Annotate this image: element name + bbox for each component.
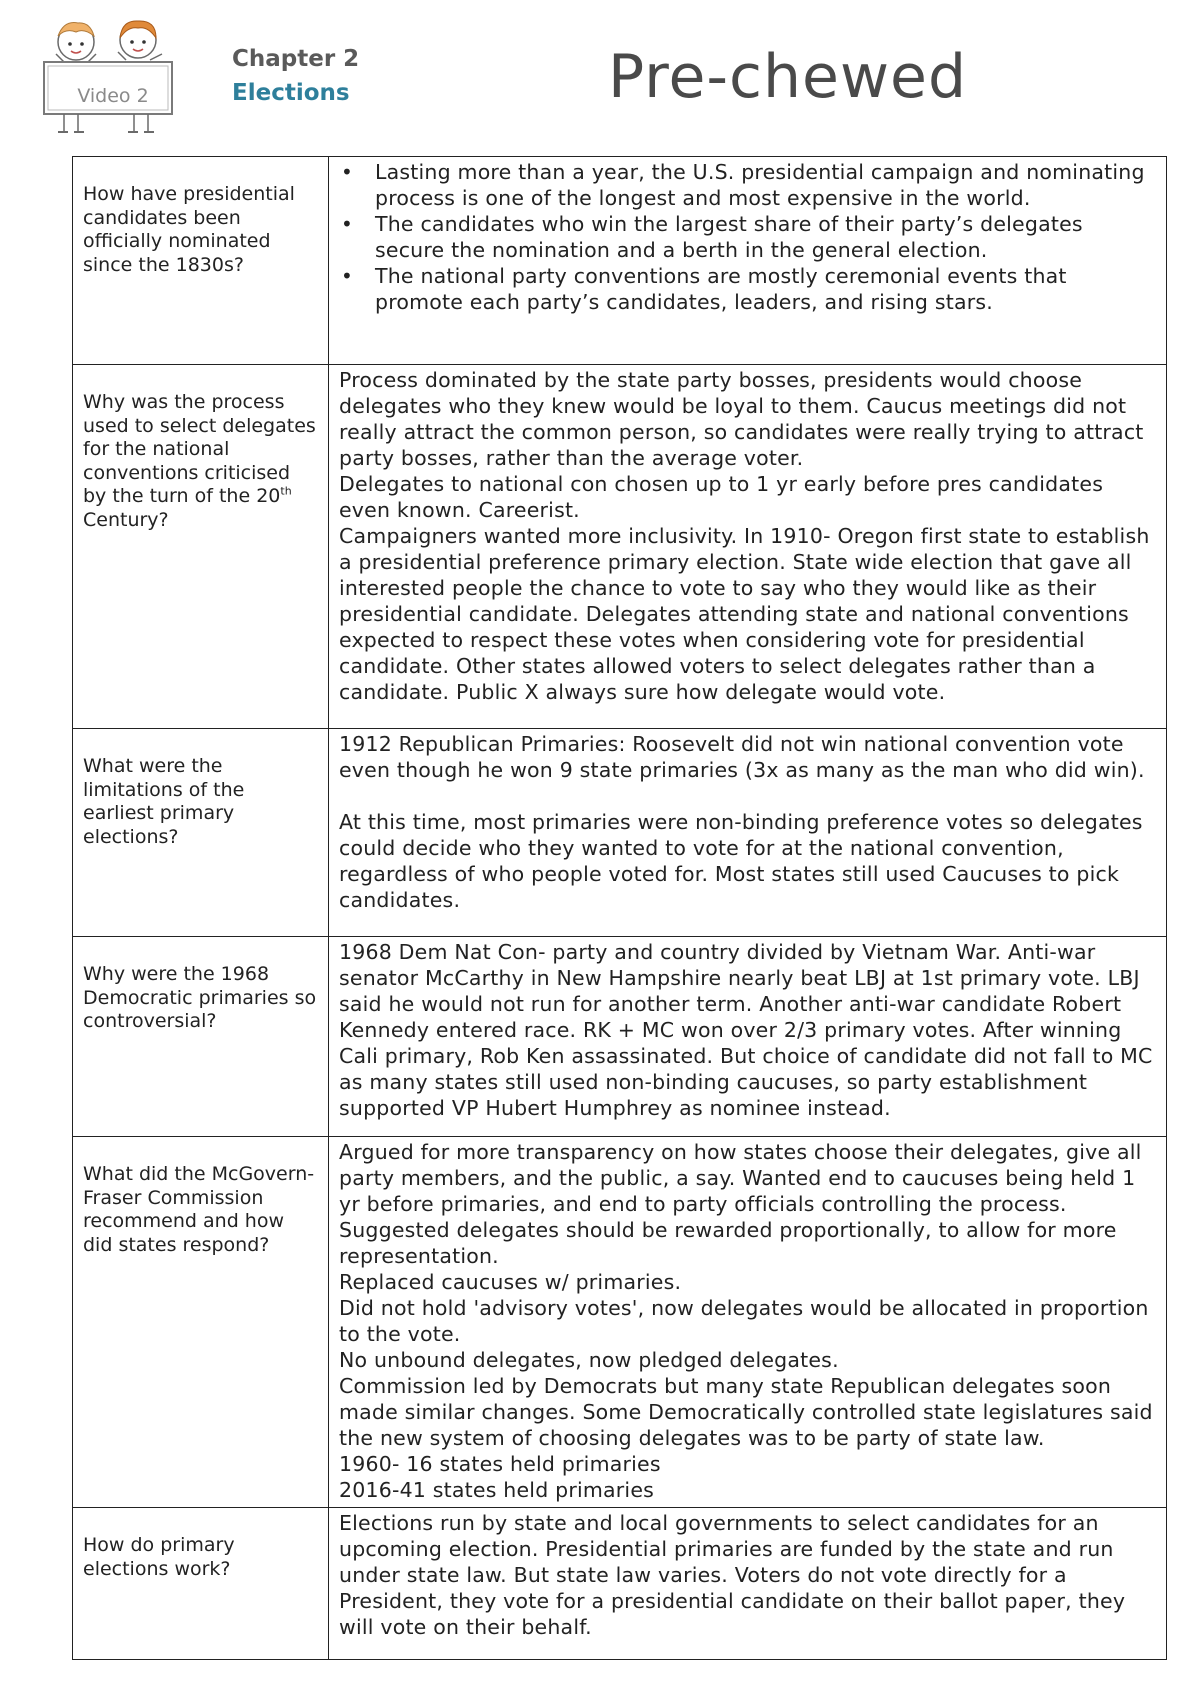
answer-paragraph: Process dominated by the state party bosses, presidents would choose delegates who they knew would be loyal to them. Caucus meetings did not really attract the common person, so candidates were really trying to attract party bosses, rather than the average voter. (339, 368, 1144, 470)
kids-holding-sign-illustration (38, 14, 198, 144)
question-text: What were the limitations of the earliest primary elections? (83, 755, 245, 848)
question-cell (73, 1508, 329, 1660)
answer-cell (329, 1508, 1167, 1660)
answer-paragraph: 1960- 16 states held primaries (339, 1452, 661, 1476)
ordinal-superscript: th (280, 484, 292, 498)
answer-paragraph: Delegates to national con chosen up to 1 yr early before pres candidates even known. Careerist. (339, 472, 1104, 522)
question-text: Why was the process used to select delegates for the national conventions criticised by the turn of the 20 (83, 391, 316, 507)
answer-cell (329, 157, 1167, 365)
answer-paragraph: Argued for more transparency on how states choose their delegates, give all party members, and the public, a say. Wanted end to caucuses being held 1 yr before primaries, and end to party officials controlling the process. Suggested delegates should be rewarded proportionally, to allow for more representation. (339, 1140, 1142, 1268)
answer-paragraph: 1912 Republican Primaries: Roosevelt did not win national convention vote even though he won 9 state primaries (3x as many as the man who did win). (339, 732, 1145, 782)
bullet-list (339, 159, 1156, 315)
question-text: Why were the 1968 Democratic primaries so controversial? (83, 963, 317, 1032)
question-cell (73, 937, 329, 1137)
question-text: What did the McGovern-Fraser Commission recommend and how did states respond? (83, 1163, 315, 1256)
answer-cell (329, 365, 1167, 729)
page-title: Pre-chewed (608, 42, 968, 112)
answer-paragraph: At this time, most primaries were non-binding preference votes so delegates could decide who they wanted to vote for at the national convention, regardless of who people voted for. Most states still used Caucuses to pick candidates. (339, 810, 1143, 912)
answer-paragraph: No unbound delegates, now pledged delegates. (339, 1348, 839, 1372)
answer-paragraph: Commission led by Democrats but many state Republican delegates soon made similar changes. Some Democratically controlled state legislatures said the new system of choosing delegates was to be party of state law. (339, 1374, 1153, 1450)
answer-cell (329, 1137, 1167, 1508)
answer-cell (329, 729, 1167, 937)
answer-paragraph: Replaced caucuses w/ primaries. (339, 1270, 682, 1294)
page-header (0, 0, 1200, 150)
logo-video-label: Video 2 (77, 85, 149, 107)
question-cell (73, 1137, 329, 1508)
table-row (73, 1137, 1167, 1508)
table-row (73, 365, 1167, 729)
question-cell (73, 729, 329, 937)
table-row (73, 157, 1167, 365)
question-cell (73, 365, 329, 729)
table-row (73, 937, 1167, 1137)
chapter-heading: Chapter 2 (232, 46, 360, 72)
cartoon-kids-sign-logo (38, 14, 198, 144)
bullet-item: • The candidates who win the largest share of their party’s delegates secure the nomination and a berth in the general election. (375, 211, 1156, 263)
question-cell (73, 157, 329, 365)
question-text: How have presidential candidates been officially nominated since the 1830s? (83, 183, 295, 276)
answer-cell (329, 937, 1167, 1137)
answer-paragraph: Elections run by state and local governments to select candidates for an upcoming election. Presidential primaries are funded by the state and run under state law. But state law varies. Voters do not vote directly for a President, they vote for a presidential candidate on their ballot paper, they will vote on their behalf. (339, 1511, 1126, 1639)
table-row (73, 729, 1167, 937)
question-text-end: Century? (83, 508, 169, 531)
bullet-item: • Lasting more than a year, the U.S. presidential campaign and nominating process is one of the longest and most expensive in the world. (375, 159, 1156, 211)
notes-table (72, 156, 1167, 1660)
answer-paragraph: 1968 Dem Nat Con- party and country divided by Vietnam War. Anti-war senator McCarthy in New Hampshire nearly beat LBJ at 1st primary vote. LBJ said he would not run for another term. Another anti-war candidate Robert Kennedy entered race. RK + MC won over 2/3 primary votes. After winning Cali primary, Rob Ken assassinated. But choice of candidate did not fall to MC as many states still used non-binding caucuses, so party establishment supported VP Hubert Humphrey as nominee instead. (339, 940, 1153, 1120)
table-row (73, 1508, 1167, 1660)
answer-paragraph: Campaigners wanted more inclusivity. In 1910- Oregon first state to establish a presidential preference primary election. State wide election that gave all interested people the chance to vote to say who they would like as their presidential candidate. Delegates attending state and national conventions expected to respect these votes when considering vote for presidential candidate. Other states allowed voters to select delegates rather than a candidate. Public X always sure how delegate would vote. (339, 524, 1150, 704)
answer-paragraph: Did not hold 'advisory votes', now delegates would be allocated in proportion to the vote. (339, 1296, 1149, 1346)
bullet-item: • The national party conventions are mostly ceremonial events that promote each party’s candidates, leaders, and rising stars. (375, 263, 1156, 315)
answer-paragraph: 2016-41 states held primaries (339, 1478, 655, 1502)
question-text: How do primary elections work? (83, 1534, 235, 1580)
topic-heading: Elections (232, 80, 350, 106)
